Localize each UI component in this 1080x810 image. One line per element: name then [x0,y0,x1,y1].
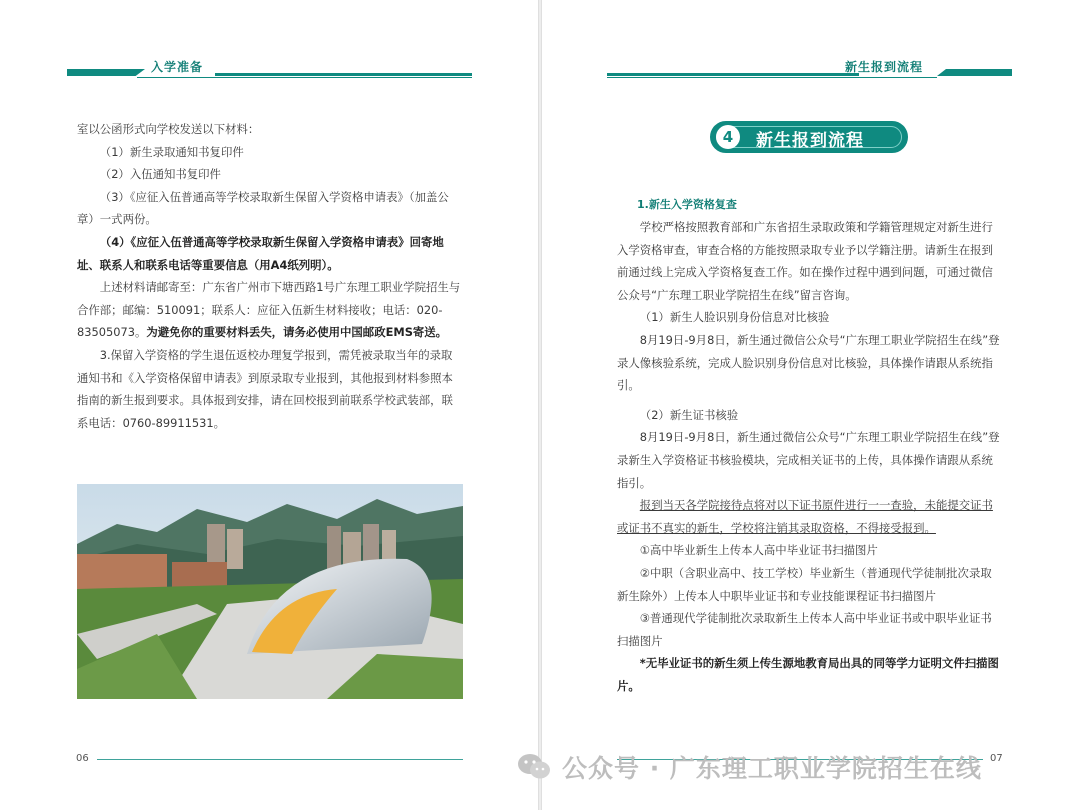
left-page [0,0,538,810]
list-item: ①高中毕业新生上传本人高中毕业证书扫描图片 [639,543,878,558]
page-number: 06 [76,753,89,764]
section-title-badge [710,121,908,153]
paragraph: 3.保留入学资格的学生退伍返校办理复学报到，需凭被录取当年的录取通知书和《入学资格保留申请表》到原录取专业报到，其他报到材料参照本指南的新生报到要求。具体报到安排，请在回校报到前联系学校武装部，联系电话：0760-89911531。 [77,347,453,430]
list-item: （1）新生录取通知书复印件 [99,144,244,159]
section-title: 新生报到流程 [756,131,864,151]
paragraph: 8月19日-9月8日，新生通过微信公众号“广东理工职业学院招生在线”登录新生入学资格证书核验模块，完成相关证书的上传，具体操作请跟从系统指引。 [617,430,1000,490]
subheading: 1.新生入学资格复查 [637,198,737,211]
right-header [607,58,1012,78]
list-item: （2）入伍通知书复印件 [99,167,221,182]
ems-notice: 为避免你的重要材料丢失，请务必使用中国邮政EMS寄送。 [146,325,448,340]
left-header [67,58,472,78]
list-item: ②中职（含职业高中、技工学校）毕业新生（普通现代学徒制批次录取新生除外）上传本人中职毕业证书和专业技能课程证书扫描图片 [617,565,992,603]
list-item: ③普通现代学徒制批次录取新生上传本人高中毕业证书或中职毕业证书扫描图片 [617,611,992,648]
right-body [617,216,1003,697]
paragraph: （2）新生证书核验 [639,407,739,422]
left-body [77,118,463,434]
section-number: 4 [716,125,740,149]
page-number: 07 [990,753,1003,764]
watermark-text: 公众号 · 广东理工职业学院招生在线 [562,754,982,783]
left-header-label: 入学准备 [151,60,204,74]
watermark [516,750,982,784]
paragraph: 报到当天各学院接待点将对以下证书原件进行一一查验，未能提交证书或证书不真实的新生，学校将注销其录取资格，不得接受报到。 [617,498,993,535]
mailing-address: 上述材料请邮寄至：广东省广州市下塘西路1号广东理工职业学院招生与合作部；邮编：510091；联系人：应征入伍新生材料接收；电话：020-83505073。 [77,280,461,340]
wechat-icon [516,752,552,782]
paragraph: 室以公函形式向学校发送以下材料： [77,122,260,136]
list-item-bold: （4）《应征入伍普通高等学校录取新生保留入学资格申请表》回寄地址、联系人和联系电话等重要信息（用A4纸列明）。 [77,234,444,272]
note-bold: *无毕业证书的新生须上传生源地教育局出具的同等学力证明文件扫描图片。 [617,656,999,693]
right-header-label: 新生报到流程 [845,60,924,74]
paragraph: 学校严格按照教育部和广东省招生录取政策和学籍管理规定对新生进行入学资格审查，审查合格的方能按照录取专业予以学籍注册。请新生在报到前通过线上完成入学资格复查工作。如在操作过程中遇到问题，可通过微信公众号“广东理工职业学院招生在线”留言咨询。 [617,220,993,302]
list-item: （3）《应征入伍普通高等学校录取新生保留入学资格申请表》（加盖公章）一式两份。 [77,189,449,227]
footer-line [97,759,463,760]
paragraph: 8月19日-9月8日，新生通过微信公众号“广东理工职业学院招生在线”登录人像核验系统，完成人脸识别身份信息对比核验，具体操作请跟从系统指引。 [617,332,1000,393]
campus-photo [77,484,463,699]
paragraph: （1）新生人脸识别身份信息对比核验 [639,310,830,325]
